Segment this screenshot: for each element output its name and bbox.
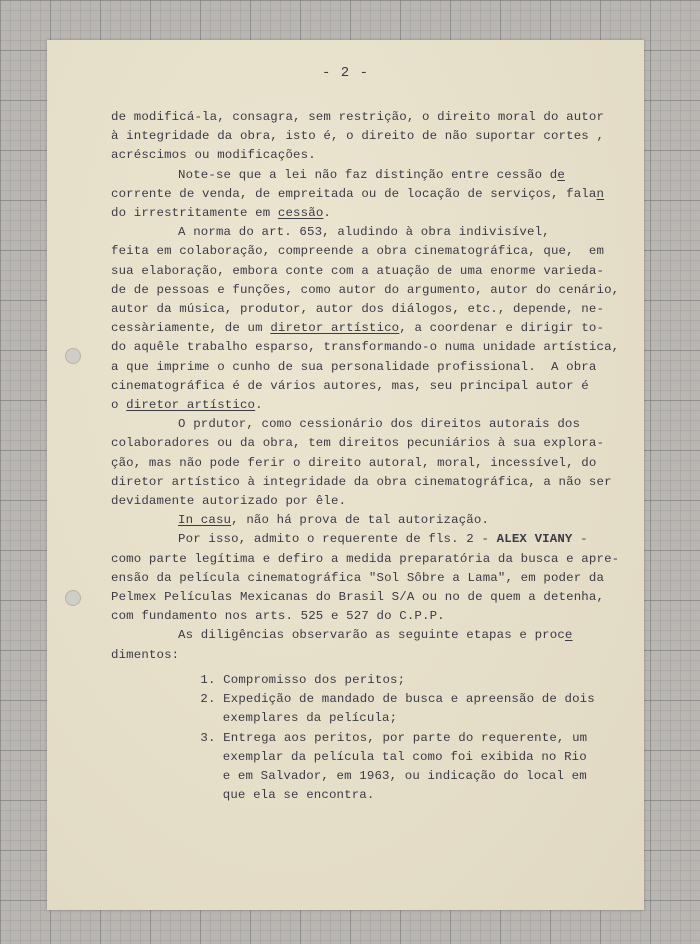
text-line — [111, 242, 631, 261]
text-run: a que imprime o cunho de sua personalidade profissional. A obra — [111, 359, 597, 374]
text-line — [111, 108, 631, 127]
underlined-text: n — [596, 186, 605, 201]
text-line — [111, 415, 631, 434]
text-run: 3. Entrega aos peritos, por parte do requerente, um — [200, 730, 588, 745]
text-line — [111, 492, 631, 511]
text-run: , não há prova de tal autorização. — [231, 513, 490, 528]
text-line — [111, 646, 631, 665]
text-run: o — [111, 398, 127, 413]
text-line — [111, 473, 631, 492]
text-line — [111, 377, 631, 396]
text-run: Note-se que a lei não faz distinção entre cessão d — [178, 167, 558, 182]
text-run: exemplares da película; — [222, 711, 398, 726]
document-page — [47, 40, 644, 910]
text-line — [111, 588, 631, 607]
text-run: Por isso, admito o requerente de fls. 2 - — [178, 532, 497, 547]
text-line — [111, 281, 631, 300]
text-run: de de pessoas e funções, como autor do argumento, autor do cenário, — [111, 282, 620, 297]
text-run: . — [323, 206, 331, 221]
text-line — [111, 300, 631, 319]
underlined-text: In casu — [178, 513, 232, 528]
text-line — [111, 626, 631, 645]
text-line — [111, 319, 631, 338]
underlined-text: e — [564, 628, 573, 643]
text-line — [111, 607, 631, 626]
text-run: - — [572, 532, 588, 547]
body-text — [111, 108, 631, 805]
text-line — [111, 690, 631, 709]
text-line — [111, 530, 631, 549]
text-run: de modificá-la, consagra, sem restrição, o direito moral do autor — [111, 110, 605, 124]
text-run: sua elaboração, embora conte com a atuação de uma enorme varieda- — [111, 263, 605, 278]
text-run: , a coordenar e dirigir to- — [399, 321, 605, 336]
text-run: . — [255, 398, 263, 413]
underlined-text: e — [557, 167, 565, 182]
underlined-text: diretor artístico — [126, 398, 256, 413]
text-line — [111, 729, 631, 748]
text-run: do aquêle trabalho esparso, transformando-o numa unidade artística, — [111, 340, 620, 355]
text-run: do irrestritamente em — [111, 206, 278, 221]
text-run: corrente de venda, de empreitada ou de locação de serviços, fala — [111, 186, 597, 201]
text-run: Pelmex Películas Mexicanas do Brasil S/A ou no de quem a detenha, — [111, 590, 605, 605]
text-line — [111, 338, 631, 357]
text-run: diretor artístico à integridade da obra cinematográfica, a não ser — [111, 474, 612, 489]
text-run: que ela se encontra. — [222, 788, 375, 803]
text-run: autor da música, produtor, autor dos diálogos, etc., depende, ne- — [111, 302, 605, 317]
text-line — [111, 127, 631, 146]
text-run: devidamente autorizado por êle. — [111, 494, 347, 509]
text-run: 1. Compromisso dos peritos; — [200, 672, 406, 687]
underlined-text: diretor artístico — [270, 321, 400, 336]
text-run: feita em colaboração, compreende a obra cinematográfica, que, em — [111, 244, 605, 259]
text-line — [111, 709, 631, 728]
text-run: exemplar da película tal como foi exibida no Rio — [222, 749, 587, 764]
text-run: com fundamento nos arts. 525 e 527 do C.P.P. — [111, 609, 445, 624]
text-line — [111, 262, 631, 281]
text-line — [111, 396, 631, 415]
text-run: dimentos: — [111, 647, 180, 662]
text-line — [111, 166, 631, 185]
text-line — [111, 550, 631, 569]
text-run: ensão da película cinematográfica "Sol Sôbre a Lama", em poder da — [111, 570, 605, 585]
text-run: acréscimos ou modificações. — [111, 148, 316, 163]
text-run: colaboradores ou da obra, tem direitos pecuniários à sua explora- — [111, 436, 605, 451]
text-run: como parte legítima e defiro a medida preparatória da busca e apre- — [111, 551, 620, 566]
text-run: As diligências observarão as seguinte etapas e proc — [178, 628, 565, 643]
text-line — [111, 569, 631, 588]
text-line — [111, 204, 631, 223]
underlined-text: cessão — [277, 206, 324, 221]
text-run: e em Salvador, em 1963, ou indicação do local em — [222, 768, 587, 783]
page-number: - 2 - — [321, 65, 369, 81]
text-run: ção, mas não pode ferir o direito autoral, moral, incessível, do — [111, 455, 597, 470]
text-run: O prdutor, como cessionário dos direitos autorais dos — [178, 417, 581, 432]
text-run: cessàriamente, de um — [111, 321, 271, 336]
text-line — [111, 358, 631, 377]
binder-hole — [65, 348, 81, 364]
bold-text: ALEX VIANY — [496, 532, 573, 547]
text-run: à integridade da obra, isto é, o direito de não suportar cortes , — [111, 129, 605, 144]
text-line — [111, 511, 631, 530]
text-line — [111, 786, 631, 805]
text-line — [111, 454, 631, 473]
text-run: A norma do art. 653, aludindo à obra indivisível, — [178, 225, 550, 240]
text-run: 2. Expedição de mandado de busca e apreensão de dois — [200, 692, 595, 707]
text-run: cinematográfica é de vários autores, mas, seu principal autor é — [111, 378, 589, 393]
text-line — [111, 434, 631, 453]
binder-hole — [65, 590, 81, 606]
text-line — [111, 767, 631, 786]
text-line — [111, 146, 631, 165]
text-line — [111, 185, 631, 204]
text-line — [111, 223, 631, 242]
text-line — [111, 671, 631, 690]
text-line — [111, 748, 631, 767]
